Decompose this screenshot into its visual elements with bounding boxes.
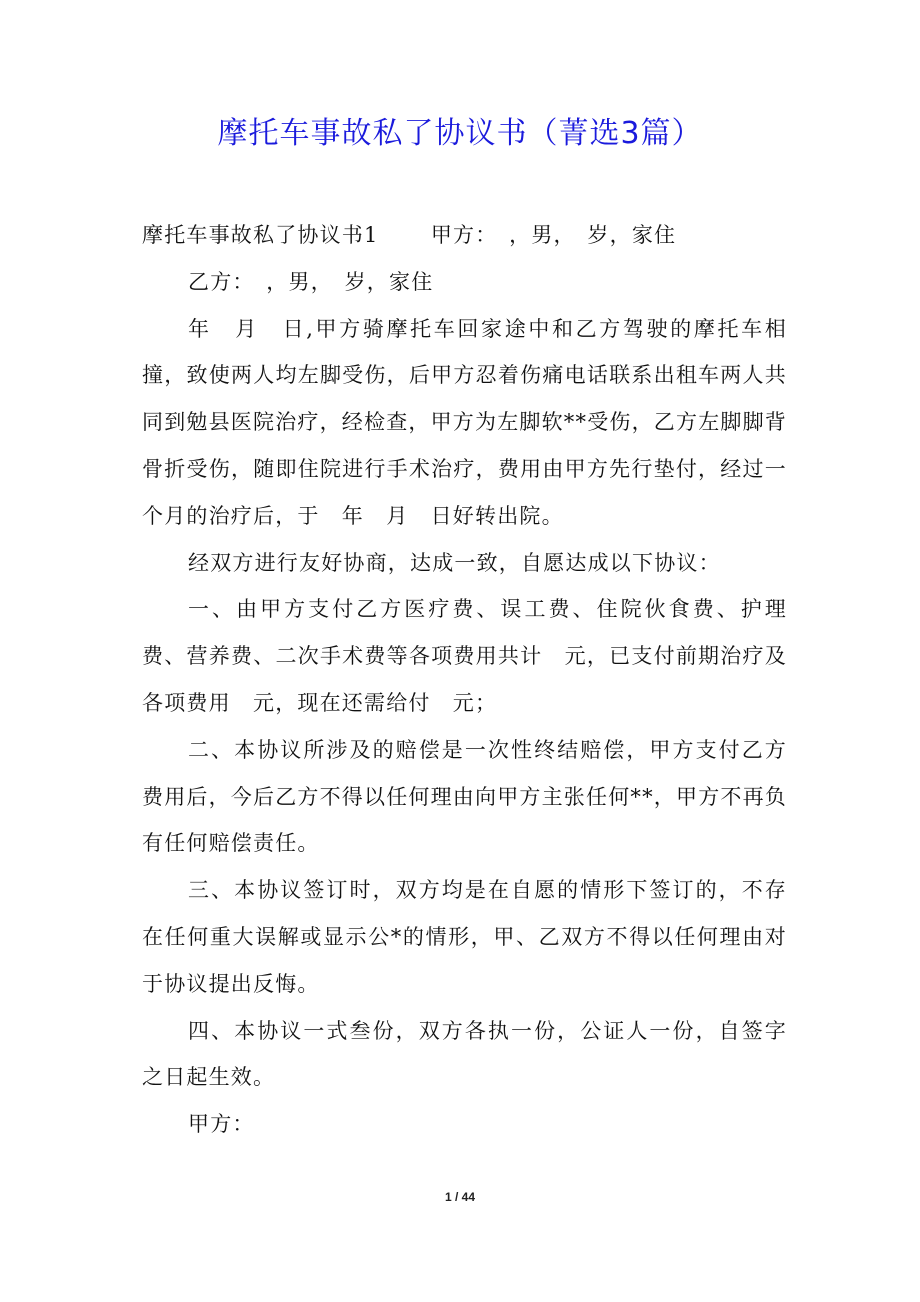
document-body: [142, 212, 787, 1148]
paragraph-clause-1: 一、由甲方支付乙方医疗费、误工费、住院伙食费、护理费、营养费、二次手术费等各项费用共计 元，已支付前期治疗及各项费用 元，现在还需给付 元；: [142, 597, 787, 715]
paragraph-clause-3: 三、本协议签订时，双方均是在自愿的情形下签订的，不存在任何重大误解或显示公*的情形，甲、乙双方不得以任何理由对于协议提出反悔。: [142, 878, 787, 996]
paragraph-agreement: 经双方进行友好协商，达成一致，自愿达成以下协议：: [188, 550, 721, 575]
paragraph-accident: 年 月 日,甲方骑摩托车回家途中和乙方驾驶的摩托车相撞，致使两人均左脚受伤，后甲方忍着伤痛电话联系出租车两人共同到勉县医院治疗，经检查，甲方为左脚软**受伤，乙方左脚脚背骨折受伤，随即住院进行手术治疗，费用由甲方先行垫付，经过一个月的治疗后，于 年 月 日好转出院。: [142, 316, 787, 528]
page-number: 1 / 44: [444, 1190, 476, 1204]
document-title: 摩托车事故私了协议书（菁选3篇）: [217, 116, 703, 151]
paragraph-party-b: 乙方： ，男， 岁，家住: [188, 269, 434, 294]
paragraph-signature-party-a: 甲方：: [188, 1112, 255, 1137]
paragraph-intro: 摩托车事故私了协议书1 甲方： ，男， 岁，家住: [142, 223, 677, 247]
paragraph-clause-4: 四、本协议一式叁份，双方各执一份，公证人一份，自签字之日起生效。: [142, 1018, 787, 1090]
paragraph-clause-2: 二、本协议所涉及的赔偿是一次性终结赔偿，甲方支付乙方费用后，今后乙方不得以任何理由向甲方主张任何**，甲方不再负有任何赔偿责任。: [142, 737, 787, 856]
